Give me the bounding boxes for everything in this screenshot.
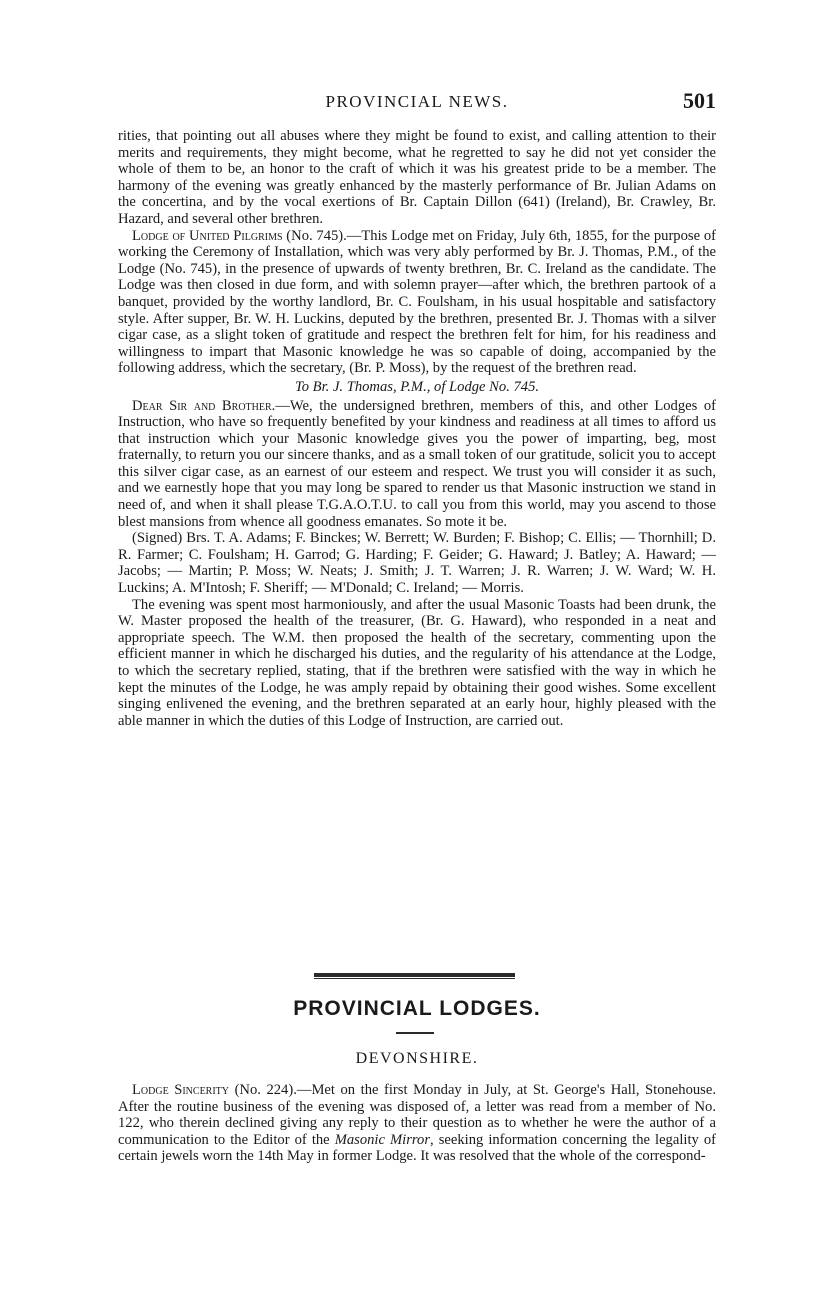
paragraph-6-text-b: , seeking information concerning the legality of certain jewels worn the 14th May in former Lodge. It was resolved that the whole of the correspond-	[118, 1131, 716, 1165]
lodge-sincerity-lead: Lodge Sincerity	[132, 1082, 230, 1098]
page-header	[118, 88, 716, 118]
paragraph-5: The evening was spent most harmoniously, and after the usual Masonic Toasts had been drunk, the W. Master proposed the health of the treasurer, (Br. G. Haward), who responded in a neat and appropriate speech. The W.M. then proposed the health of the secretary, commenting upon the efficient manner in which he discharged his duties, and the regularity of his attendance at the Lodge, to which the secretary replied, stating, that if the brethren were satisfied with the way in which he kept the minutes of the Lodge, he was amply repaid by obtaining their good wishes. Some excellent singing enlivened the evening, and the brethren separated at an early hour, highly pleased with the able manner in which the duties of this Lodge of Instruction, are carried out.	[118, 596, 716, 729]
paragraph-6	[118, 1082, 716, 1165]
section-divider-thin	[314, 978, 515, 979]
signatories-paragraph: (Signed) Brs. T. A. Adams; F. Binckes; W. Berrett; W. Burden; F. Bishop; C. Ellis; — Thornhill; D. R. Farmer; C. Foulsham; H. Garrod; G. Harding; F. Geider; G. Haward; J. Batley; A. Haward; — Jacobs; — Martin; P. Moss; W. Neats; J. Smith; J. T. Warren; J. R. Warren; J. W. Ward; W. H. Luckins; A. M'Intosh; F. Sheriff; — M'Donald; C. Ireland; — Morris.	[118, 530, 716, 597]
paragraph-3-text: —We, the undersigned brethren, members of this, and other Lodges of Instruction, who have so frequently benefited by your kindness and readiness at all times to afford us that instruction which your Masonic knowledge gives you the power of imparting, beg, most fraternally, to return you our sincere thanks, and as a small token of our gratitude, solicit you to accept this silver cigar case, as an earnest of our esteem and respect. We trust you will consider it as such, and we earnestly hope that you may long be spared to render us that Masonic instruction we stand in need of, and when it shall please T.G.A.O.T.U. to call you from this world, may you ascend to those blest mansions from whence all goodness emanates. So mote it be.	[118, 397, 717, 530]
paragraph-2-text: (No. 745).—This Lodge met on Friday, July 6th, 1855, for the purpose of working the Ceremony of Installation, which was very ably performed by Br. J. Thomas, P.M., of the Lodge (No. 745), in the presence of upwards of twenty brethren, Br. C. Ireland as the candidate. The Lodge was then closed in due form, and with solemn prayer—after which, the brethren partook of a banquet, provided by the worthy landlord, Br. C. Foulsham, in his usual hospitable and satisfactory style. After supper, Br. W. H. Luckins, deputed by the brethren, presented Br. J. Thomas with a silver cigar case, as a slight token of gratitude and respect the brethren felt for him, for his readiness and willingness to impart that Masonic knowledge he was so capable of doing, accompanied by the following address, which the secretary, (Br. P. Moss), by the request of the brethren read.	[118, 227, 716, 377]
section-title: PROVINCIAL LODGES.	[293, 997, 541, 1020]
paragraph-3	[118, 398, 716, 531]
section-divider-thick	[314, 973, 515, 977]
lodge-name-lead: Lodge of United Pilgrims	[132, 227, 283, 244]
running-head: PROVINCIAL NEWS.	[325, 92, 509, 111]
section-body	[118, 1082, 716, 1165]
section-short-rule	[396, 1032, 434, 1034]
page-number: 501	[683, 88, 716, 113]
subsection-title: DEVONSHIRE.	[355, 1050, 479, 1067]
article-body	[118, 128, 716, 729]
paragraph-6-text-a: (No. 224).—Met on the first Monday in July, at St. George's Hall, Stonehouse. After the routine business of the evening was disposed of, a letter was read from a member of No. 122, who therein declined giving any reply to their question as to whether he were the author of a communication to the Editor of the	[118, 1082, 716, 1148]
paragraph-2	[118, 228, 716, 377]
salutation-lead: Dear Sir and Brother.	[132, 397, 276, 414]
publication-title: Masonic Mirror	[334, 1131, 431, 1148]
address-dedication: To Br. J. Thomas, P.M., of Lodge No. 745.	[294, 378, 540, 395]
paragraph-1: rities, that pointing out all abuses where they might be found to exist, and calling attention to their merits and requirements, they might become, what he regretted to say he did not yet consider the whole of them to be, an honor to the craft of which it was his greatest pride to be a member. The harmony of the evening was greatly enhanced by the masterly performance of Br. Julian Adams on the concertina, and by the vocal exertions of Br. Captain Dillon (641) (Ireland), Br. Crawley, Br. Hazard, and several other brethren.	[118, 128, 716, 227]
